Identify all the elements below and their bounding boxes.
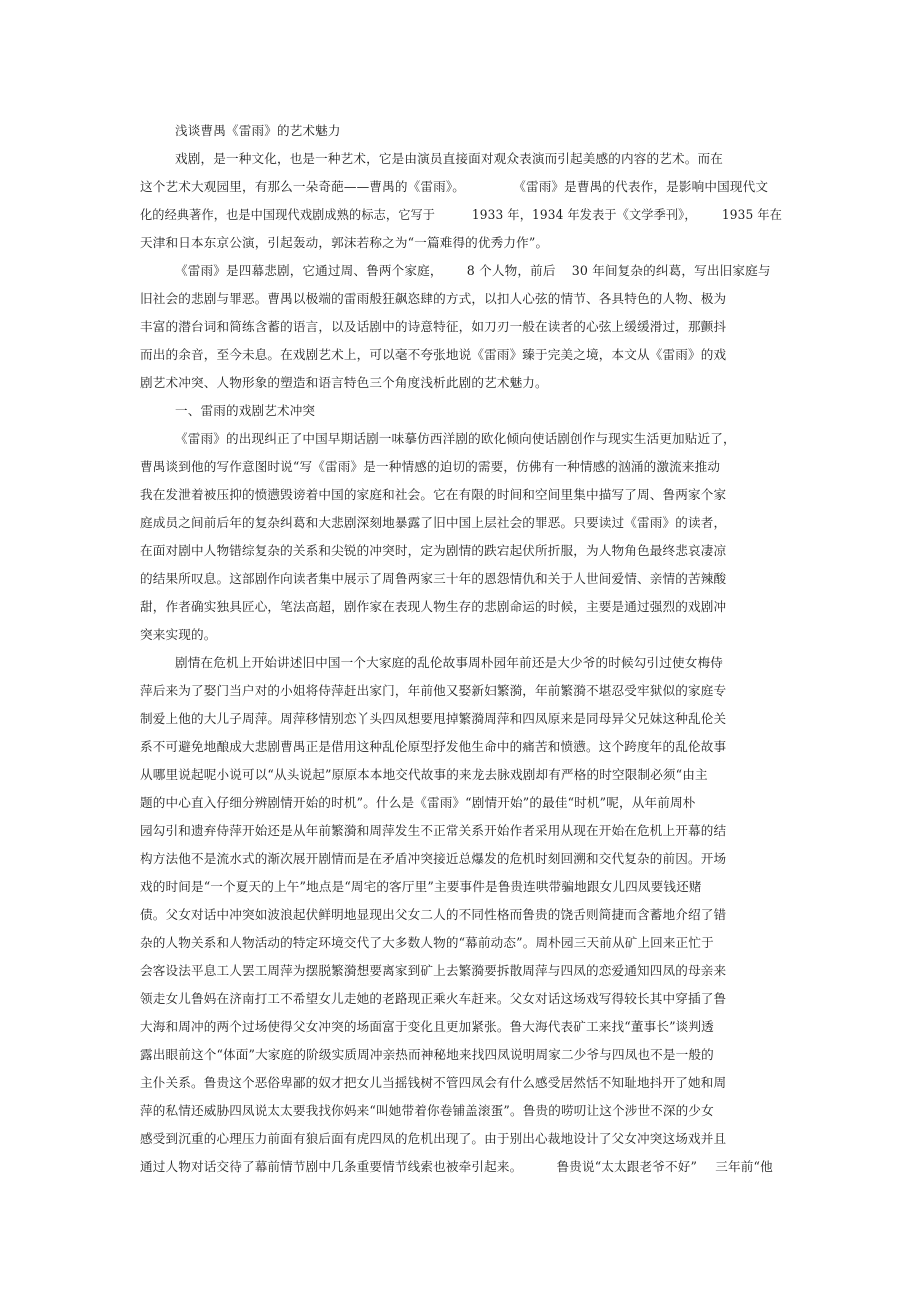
para2-line-5: 剧艺术冲突、人物形象的塑造和语言特色三个角度浅析此剧的艺术魅力。 <box>140 375 548 390</box>
para3-line-4: 庭成员之间前后年的复杂纠葛和大悲剧深刻地暴露了旧中国上层社会的罪恶。只要读过《雷雨》的读者， <box>140 515 727 530</box>
intro-line-3-part-b: 1933 年，1934 年发表于《文学季刊》， <box>471 207 697 222</box>
para4-line-13: 领走女儿鲁妈在济南打工不希望女儿走她的老路现正乘火车赶来。父女对话这场戏写得较长其中穿插了鲁 <box>140 991 727 1006</box>
intro-line-3-part-a: 化的经典著作，也是中国现代戏剧成熟的标志，它写于 <box>140 207 436 222</box>
para4-line-3: 制爱上他的大儿子周萍。周萍移情别恋丫头四凤想要甩掉繁漪周萍和四凤原来是同母异父兄妹这种乱伦关 <box>140 711 727 726</box>
intro-line-3 <box>140 207 782 223</box>
para2-line-1-part-b: 8 个人物，前后 <box>466 263 556 278</box>
para2-line-1 <box>175 263 771 279</box>
document-title: 浅谈曹禺《雷雨》的艺术魅力 <box>175 123 341 138</box>
para4-line-11: 杂的人物关系和人物活动的特定环境交代了大多数人物的“幕前动态”。周朴园三天前从矿上回来正忙于 <box>140 935 714 950</box>
para4-line-6: 题的中心直入仔细分辨剧情开始的时机”。什么是《雷雨》“剧情开始”的最佳“时机”呢，从年前周朴 <box>140 795 696 810</box>
para4-line-1: 剧情在危机上开始讲述旧中国一个大家庭的乱伦故事周朴园年前还是大少爷的时候勾引过使女梅侍 <box>175 655 723 670</box>
para2-line-1-part-c: 30 年间复杂的纠葛，写出旧家庭与 <box>571 263 771 278</box>
para4-line-19 <box>140 1159 773 1175</box>
para4-line-8: 构方法他不是流水式的渐次展开剧情而是在矛盾冲突接近总爆发的危机时刻回溯和交代复杂的前因。开场 <box>140 851 727 866</box>
para4-line-10: 债。父女对话中冲突如波浪起伏鲜明地显现出父女二人的不同性格而鲁贵的饶舌则简捷而含蓄地介绍了错 <box>140 907 727 922</box>
para3-line-1: 《雷雨》的出现纠正了中国早期话剧一味摹仿西洋剧的欧化倾向使话剧创作与现实生活更加贴近了， <box>175 431 736 446</box>
para2-line-1-part-a: 《雷雨》是四幕悲剧，它通过周、鲁两个家庭， <box>175 263 443 278</box>
para4-line-5: 从哪里说起呢小说可以“从头说起”原原本本地交代故事的来龙去脉戏剧却有严格的时空限制必须“由主 <box>140 767 708 782</box>
section-heading: 一、雷雨的戏剧艺术冲突 <box>175 403 316 418</box>
para4-line-18: 感受到沉重的心理压力前面有狼后面有虎四凤的危机出现了。由于别出心裁地设计了父女冲突这场戏并且 <box>140 1131 727 1146</box>
para3-line-2: 曹禺谈到他的写作意图时说“写《雷雨》是一种情感的迫切的需要，仿佛有一种情感的汹涌的激流来推动 <box>140 459 721 474</box>
para3-line-5: 在面对剧中人物错综复杂的关系和尖锐的冲突时，定为剧情的跌宕起伏所折服，为人物角色最终悲哀凄凉 <box>140 543 727 558</box>
para2-line-2: 旧社会的悲剧与罪恶。曹禺以极端的雷雨般狂飙恣肆的方式，以扣人心弦的情节、各具特色的人物、极为 <box>140 291 727 306</box>
intro-line-2 <box>140 179 768 195</box>
intro-line-3-part-c: 1935 年在 <box>721 207 783 222</box>
para3-line-8: 突来实现的。 <box>140 627 217 642</box>
para4-line-7: 园勾引和遗弃侍萍开始还是从年前繁漪和周萍发生不正常关系开始作者采用从现在开始在危机上开幕的结 <box>140 823 727 838</box>
para4-line-9: 戏的时间是“一个夏天的上午”地点是“周宅的客厅里”主要事件是鲁贵连哄带骗地跟女儿四凤要钱还赌 <box>140 879 702 894</box>
para4-line-14: 大海和周冲的两个过场使得父女冲突的场面富于变化且更加紧张。鲁大海代表矿工来找“董事长”谈判透 <box>140 1019 714 1034</box>
para4-line-15: 露出眼前这个“体面”大家庭的阶级实质周冲亲热而神秘地来找四凤说明周家二少爷与四凤也不是一般的 <box>140 1047 714 1062</box>
para2-line-4: 而出的余音，至今未息。在戏剧艺术上，可以毫不夸张地说《雷雨》臻于完美之境，本文从《雷雨》的戏 <box>140 347 727 362</box>
para3-line-6: 的结果所叹息。这部剧作向读者集中展示了周鲁两家三十年的恩怨情仇和关于人世间爱情、亲情的苦辣酸 <box>140 571 727 586</box>
intro-line-2-part-a: 这个艺术大观园里，有那么一朵奇葩——曹禺的《雷雨》。 <box>140 179 466 194</box>
para2-line-3: 丰富的潜台词和简练含蓄的语言，以及话剧中的诗意特征，如刀刃一般在读者的心弦上缓缓滑过，那颤抖 <box>140 319 727 334</box>
para4-line-4: 系不可避免地酿成大悲剧曹禺正是借用这种乱伦原型抒发他生命中的痛苦和愤懑。这个跨度年的乱伦故事 <box>140 739 727 754</box>
para4-line-19-part-c: 三年前“他 <box>715 1159 773 1174</box>
para4-line-17: 萍的私情还威胁四凤说太太要我找你妈来“叫她带着你卷铺盖滚蛋”。鲁贵的唠叨让这个涉世不深的少女 <box>140 1103 714 1118</box>
intro-line-4: 天津和日本东京公演，引起轰动，郭沫若称之为“一篇难得的优秀力作”。 <box>140 235 549 250</box>
para4-line-2: 萍后来为了娶门当户对的小姐将侍萍赶出家门，年前他又娶新妇繁漪，年前繁漪不堪忍受牢狱似的家庭专 <box>140 683 727 698</box>
para4-line-12: 会客设法平息工人罢工周萍为摆脱繁漪想要离家到矿上去繁漪要拆散周萍与四凤的恋爱通知四凤的母亲来 <box>140 963 727 978</box>
para3-line-3: 我在发泄着被压抑的愤懑毁谤着中国的家庭和社会。它在有限的时间和空间里集中描写了周、鲁两家个家 <box>140 487 727 502</box>
para4-line-19-part-a: 通过人物对话交待了幕前情节剧中几条重要情节线索也被牵引起来。 <box>140 1159 523 1174</box>
para4-line-19-part-b: 鲁贵说“太太跟老爷不好” <box>556 1159 698 1174</box>
intro-line-1: 戏剧，是一种文化，也是一种艺术，它是由演员直接面对观众表演而引起美感的内容的艺术。而在 <box>175 151 723 166</box>
para3-line-7: 甜，作者确实独具匠心，笔法高超，剧作家在表现人物生存的悲剧命运的时候，主要是通过强烈的戏剧冲 <box>140 599 727 614</box>
para4-line-16: 主仆关系。鲁贵这个恶俗卑鄙的奴才把女儿当摇钱树不管四凤会有什么感受居然恬不知耻地抖开了她和周 <box>140 1075 727 1090</box>
intro-line-2-part-b: 《雷雨》是曹禺的代表作，是影响中国现代文 <box>513 179 769 194</box>
